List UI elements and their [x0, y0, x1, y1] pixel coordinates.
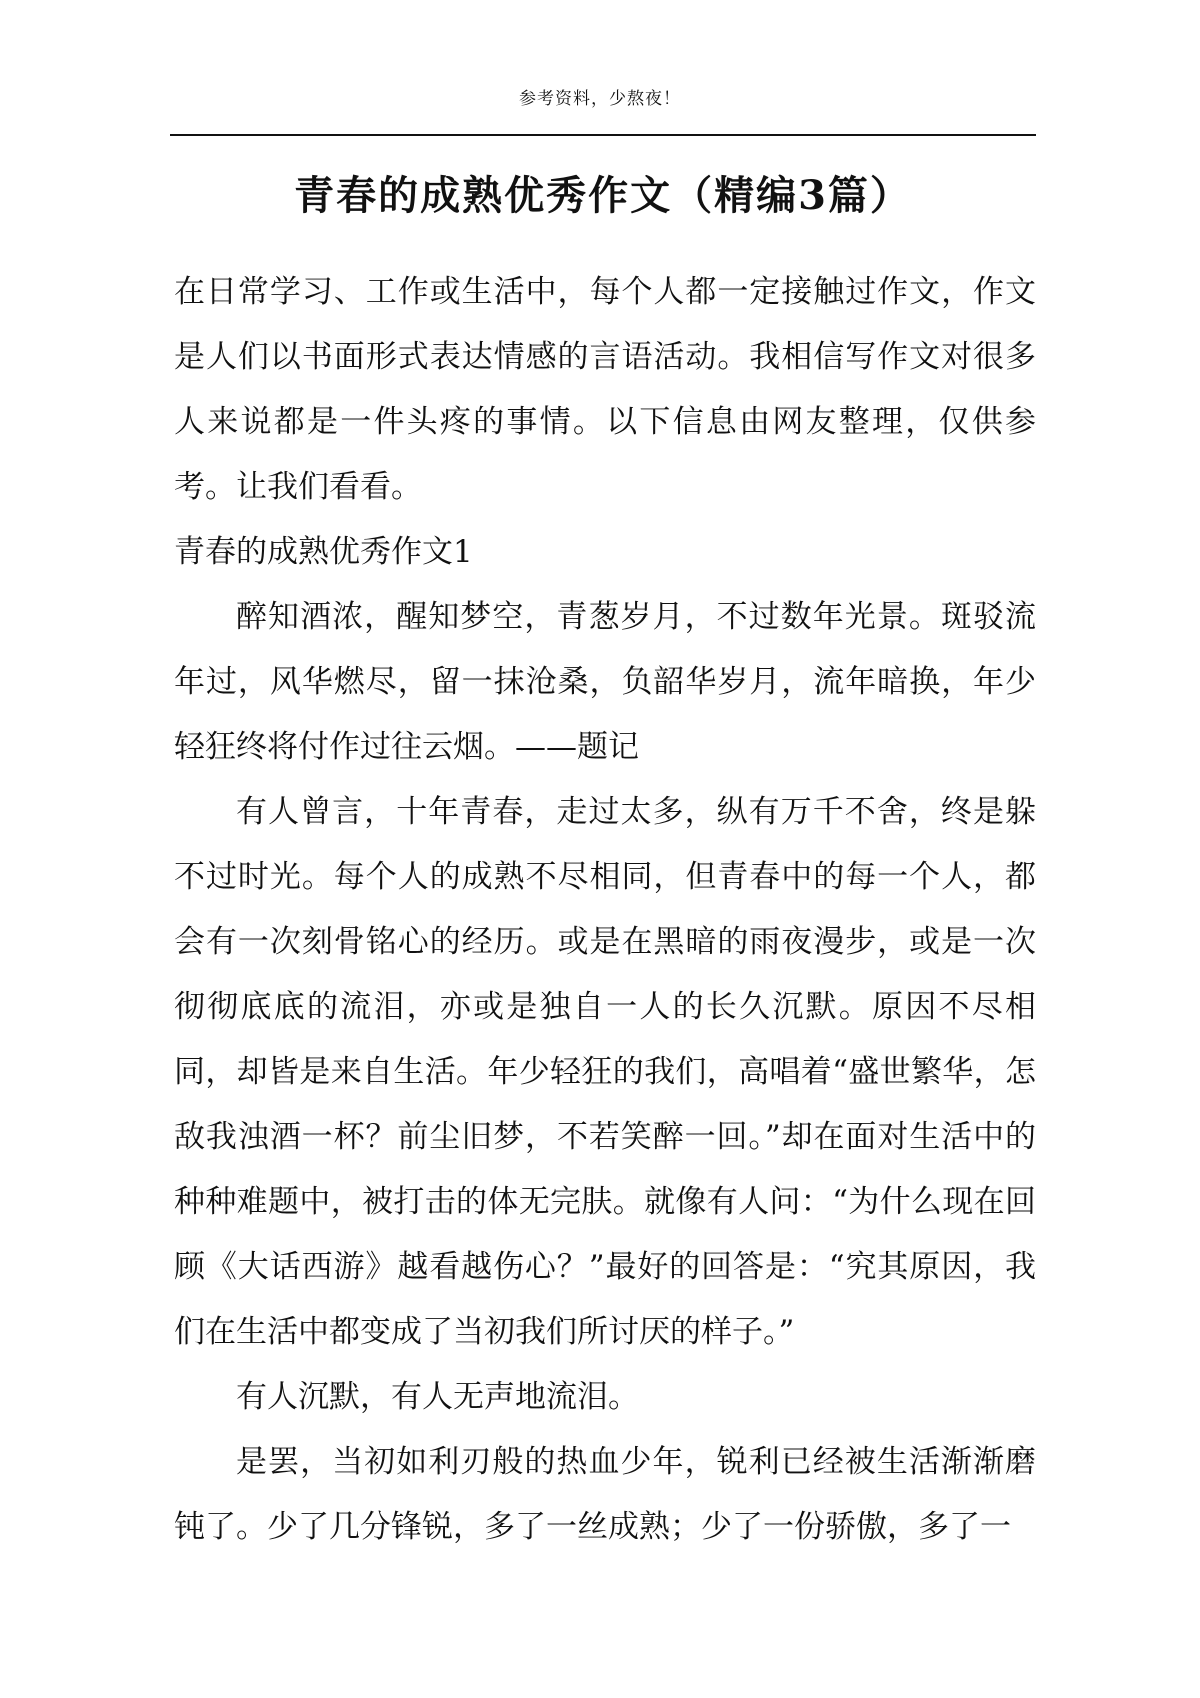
section-heading: 青春的成熟优秀作文1: [174, 534, 473, 570]
essay-paragraph: 有人沉默，有人无声地流泪。: [236, 1379, 639, 1415]
essay-paragraph: 醉知酒浓，醒知梦空，青葱岁月，不过数年光景。斑驳流年过，风华燃尽，留一抹沧桑，负韶华岁月，流年暗换，年少轻狂终将付作过往云烟。——题记: [174, 599, 1036, 765]
header-divider: [170, 134, 1036, 136]
document-title: 青春的成熟优秀作文（精编3篇）: [294, 171, 912, 219]
essay-paragraph: 有人曾言，十年青春，走过太多，纵有万千不舍，终是躲不过时光。每个人的成熟不尽相同，但青春中的每一个人，都会有一次刻骨铭心的经历。或是在黑暗的雨夜漫步，或是一次彻彻底底的流泪，亦或是独自一人的长久沉默。原因不尽相同，却皆是来自生活。年少轻狂的我们，高唱着“盛世繁华，怎敌我浊酒一杯？前尘旧梦，不若笑醉一回。”却在面对生活中的种种难题中，被打击的体无完肤。就像有人问：“为什么现在回顾《大话西游》越看越伤心？”最好的回答是：“究其原因，我们在生活中都变成了当初我们所讨厌的样子。”: [174, 794, 1036, 1350]
header-note: 参考资料，少熬夜！: [519, 89, 681, 109]
essay-paragraph: 是罢，当初如利刃般的热血少年，锐利已经被生活渐渐磨钝了。少了几分锋锐，多了一丝成熟；少了一份骄傲，多了一: [174, 1444, 1036, 1545]
intro-paragraph: 在日常学习、工作或生活中，每个人都一定接触过作文，作文是人们以书面形式表达情感的言语活动。我相信写作文对很多人来说都是一件头疼的事情。以下信息由网友整理，仅供参考。让我们看看。: [174, 274, 1036, 505]
document-body: [174, 260, 1036, 1560]
